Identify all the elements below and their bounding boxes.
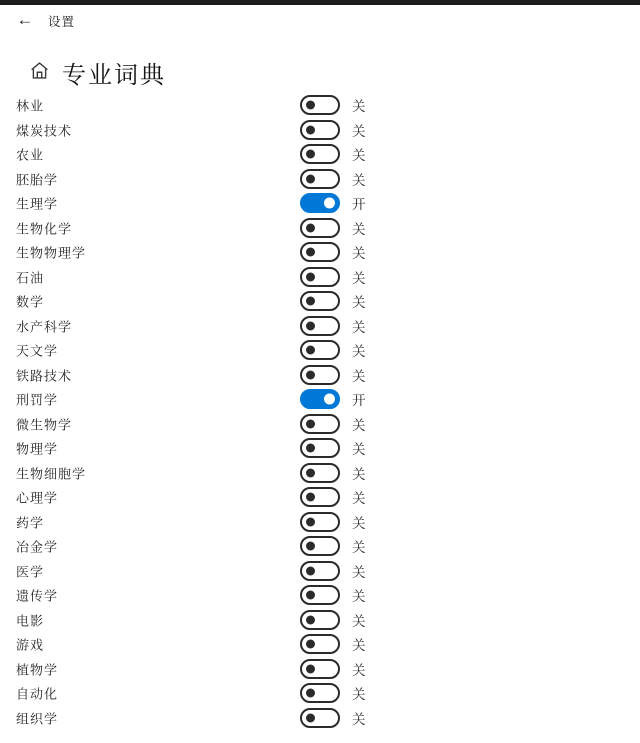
toggle-knob [306,150,315,159]
dictionary-label: 微生物学 [16,417,73,433]
dictionary-label: 游戏 [16,637,45,653]
dictionary-row [16,142,624,167]
dictionary-row [16,583,624,608]
toggle-switch[interactable] [300,487,340,507]
toggle-state-label: 关 [352,711,366,727]
toggle-knob [306,223,315,232]
toggle-knob [306,419,315,428]
toggle-state-label: 关 [352,148,366,164]
dictionary-row [16,412,624,437]
dictionary-label: 生物化学 [16,221,73,237]
toggle-switch[interactable] [300,536,340,556]
toggle-switch[interactable] [300,634,340,654]
toggle-switch[interactable] [300,267,340,287]
dictionary-label: 电影 [16,613,45,629]
dictionary-row [16,338,624,363]
dictionary-label: 林业 [16,98,45,114]
toggle-knob [306,248,315,257]
toggle-state-label: 关 [352,589,366,605]
dictionary-row [16,118,624,143]
toggle-state-label: 关 [352,221,366,237]
dictionary-label: 植物学 [16,662,59,678]
dictionary-label: 冶金学 [16,539,59,555]
toggle-state-label: 开 [352,393,366,409]
toggle-switch[interactable] [300,316,340,336]
toggle-state-label: 关 [352,638,366,654]
toggle-knob [306,272,315,281]
app-title: 设置 [48,15,76,29]
toggle-knob [306,444,315,453]
dictionary-row [16,657,624,682]
toggle-switch[interactable] [300,120,340,140]
dictionary-row [16,216,624,241]
dictionary-label: 自动化 [16,686,59,702]
toggle-knob [306,517,315,526]
toggle-knob [306,542,315,551]
dictionary-label: 心理学 [16,490,59,506]
dictionary-label: 遗传学 [16,588,59,604]
toggle-switch[interactable] [300,683,340,703]
toggle-switch[interactable] [300,291,340,311]
toggle-knob [306,615,315,624]
toggle-knob [306,566,315,575]
toggle-knob [306,591,315,600]
toggle-switch[interactable] [300,389,340,409]
toggle-knob [306,297,315,306]
toggle-switch[interactable] [300,193,340,213]
dictionary-label: 煤炭技术 [16,123,73,139]
toggle-state-label: 关 [352,466,366,482]
dictionary-label: 水产科学 [16,319,73,335]
dictionary-row [16,632,624,657]
dictionary-label: 农业 [16,147,45,163]
toggle-switch[interactable] [300,169,340,189]
toggle-knob [306,125,315,134]
dictionary-row [16,681,624,706]
dictionary-label: 生理学 [16,196,59,212]
toggle-switch[interactable] [300,512,340,532]
toggle-state-label: 开 [352,197,366,213]
dictionary-row [16,167,624,192]
dictionary-row [16,314,624,339]
toggle-switch[interactable] [300,708,340,728]
dictionary-row [16,461,624,486]
dictionary-label: 生物细胞学 [16,466,87,482]
dictionary-label: 医学 [16,564,45,580]
toggle-switch[interactable] [300,610,340,630]
dictionary-label: 石油 [16,270,45,286]
toggle-state-label: 关 [352,515,366,531]
toggle-switch[interactable] [300,365,340,385]
dictionary-row [16,436,624,461]
toggle-switch[interactable] [300,340,340,360]
toggle-knob [306,640,315,649]
toggle-knob [324,394,335,405]
dictionary-row [16,510,624,535]
toggle-knob [306,101,315,110]
toggle-state-label: 关 [352,613,366,629]
dictionary-label: 生物物理学 [16,245,87,261]
toggle-switch[interactable] [300,218,340,238]
dictionary-label: 数学 [16,294,45,310]
toggle-state-label: 关 [352,344,366,360]
dictionary-row [16,387,624,412]
toggle-state-label: 关 [352,540,366,556]
dictionary-row [16,706,624,731]
toggle-switch[interactable] [300,438,340,458]
dictionary-row [16,265,624,290]
home-icon [29,60,50,81]
toggle-state-label: 关 [352,295,366,311]
toggle-knob [306,713,315,722]
toggle-state-label: 关 [352,417,366,433]
toggle-switch[interactable] [300,144,340,164]
dictionary-row [16,534,624,559]
toggle-state-label: 关 [352,687,366,703]
toggle-state-label: 关 [352,491,366,507]
dictionary-row [16,93,624,118]
app-bar [0,5,640,37]
dictionary-row [16,240,624,265]
dictionary-row [16,608,624,633]
toggle-state-label: 关 [352,172,366,188]
toggle-state-label: 关 [352,564,366,580]
dictionary-row [16,485,624,510]
toggle-state-label: 关 [352,270,366,286]
toggle-knob [306,664,315,673]
toggle-knob [306,370,315,379]
page-title: 专业词典 [62,62,166,89]
toggle-switch[interactable] [300,659,340,679]
toggle-knob [306,346,315,355]
toggle-switch[interactable] [300,414,340,434]
dictionary-row [16,191,624,216]
toggle-state-label: 关 [352,319,366,335]
toggle-switch[interactable] [300,463,340,483]
dictionary-label: 药学 [16,515,45,531]
dictionary-label: 胚胎学 [16,172,59,188]
dictionary-list [16,93,624,730]
toggle-state-label: 关 [352,99,366,115]
dictionary-label: 组织学 [16,711,59,727]
dictionary-label: 铁路技术 [16,368,73,384]
toggle-state-label: 关 [352,368,366,384]
toggle-switch[interactable] [300,561,340,581]
toggle-knob [306,321,315,330]
toggle-state-label: 关 [352,123,366,139]
dictionary-label: 天文学 [16,343,59,359]
toggle-knob [306,174,315,183]
toggle-switch[interactable] [300,242,340,262]
toggle-switch[interactable] [300,585,340,605]
dictionary-row [16,559,624,584]
dictionary-row [16,363,624,388]
toggle-knob [306,689,315,698]
toggle-switch[interactable] [300,95,340,115]
toggle-state-label: 关 [352,662,366,678]
dictionary-label: 物理学 [16,441,59,457]
toggle-knob [324,198,335,209]
dictionary-row [16,289,624,314]
toggle-state-label: 关 [352,246,366,262]
dictionary-label: 刑罚学 [16,392,59,408]
page-header [0,55,640,89]
toggle-state-label: 关 [352,442,366,458]
toggle-knob [306,468,315,477]
back-button[interactable]: ← [16,10,34,29]
toggle-knob [306,493,315,502]
